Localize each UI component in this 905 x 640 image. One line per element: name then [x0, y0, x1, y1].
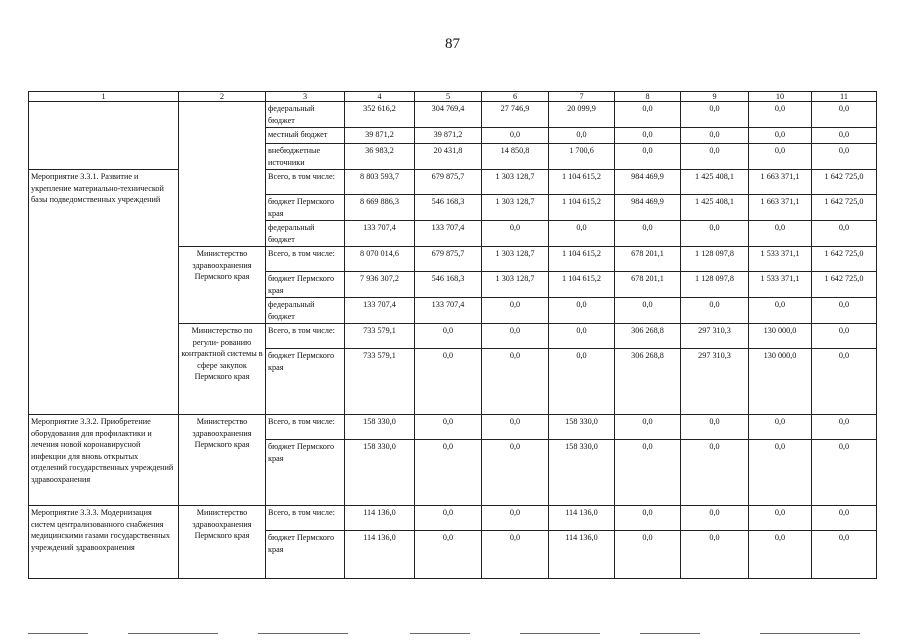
column-header: 7: [549, 92, 615, 102]
value-cell: 8 070 014,6: [345, 247, 415, 272]
executor-cell: Министерство здравоохранения Пермского края: [179, 506, 266, 579]
value-cell: 1 533 371,1: [749, 272, 812, 298]
value-cell: 0,0: [415, 531, 482, 579]
value-cell: 158 330,0: [549, 415, 615, 440]
value-cell: 0,0: [482, 506, 549, 531]
value-cell: 14 850,8: [482, 144, 549, 170]
value-cell: 7 936 307,2: [345, 272, 415, 298]
column-header: 6: [482, 92, 549, 102]
funding-source-cell: бюджет Пермского края: [266, 349, 345, 415]
executor-cell: Министерство по регули- рованию контрактной системы в сфере закупок Пермского края: [179, 324, 266, 415]
value-cell: 0,0: [749, 440, 812, 506]
value-cell: 0,0: [812, 102, 877, 128]
funding-source-cell: федеральный бюджет: [266, 102, 345, 128]
value-cell: 0,0: [749, 531, 812, 579]
value-cell: 1 663 371,1: [749, 170, 812, 195]
value-cell: 352 616,2: [345, 102, 415, 128]
value-cell: 679 875,7: [415, 247, 482, 272]
column-header: 3: [266, 92, 345, 102]
value-cell: 1 303 128,7: [482, 247, 549, 272]
value-cell: 1 104 615,2: [549, 170, 615, 195]
funding-source-cell: Всего, в том числе:: [266, 506, 345, 531]
table-row: [29, 170, 877, 195]
value-cell: 984 469,9: [615, 170, 681, 195]
value-cell: 0,0: [482, 531, 549, 579]
value-cell: 0,0: [681, 298, 749, 324]
value-cell: 130 000,0: [749, 324, 812, 349]
table-body: [29, 92, 877, 579]
value-cell: 0,0: [812, 298, 877, 324]
value-cell: 133 707,4: [345, 298, 415, 324]
value-cell: 0,0: [812, 531, 877, 579]
value-cell: 1 642 725,0: [812, 170, 877, 195]
value-cell: 1 642 725,0: [812, 247, 877, 272]
value-cell: 114 136,0: [549, 531, 615, 579]
column-header: 10: [749, 92, 812, 102]
column-header: 1: [29, 92, 179, 102]
value-cell: 679 875,7: [415, 170, 482, 195]
value-cell: 1 642 725,0: [812, 195, 877, 221]
value-cell: 158 330,0: [345, 440, 415, 506]
value-cell: 0,0: [615, 531, 681, 579]
value-cell: 1 533 371,1: [749, 247, 812, 272]
value-cell: 39 871,2: [345, 128, 415, 144]
budget-table: [28, 91, 877, 579]
value-cell: 36 983,2: [345, 144, 415, 170]
footer-rule: [28, 633, 88, 634]
value-cell: 1 663 371,1: [749, 195, 812, 221]
value-cell: 0,0: [749, 221, 812, 247]
value-cell: 0,0: [681, 221, 749, 247]
value-cell: 546 168,3: [415, 272, 482, 298]
footer-rule: [128, 633, 218, 634]
value-cell: 0,0: [549, 221, 615, 247]
value-cell: 0,0: [615, 415, 681, 440]
value-cell: 0,0: [482, 415, 549, 440]
value-cell: 158 330,0: [549, 440, 615, 506]
value-cell: 0,0: [615, 102, 681, 128]
value-cell: 0,0: [482, 324, 549, 349]
value-cell: 678 201,1: [615, 272, 681, 298]
executor-cell: Министерство здравоохранения Пермского края: [179, 247, 266, 324]
value-cell: 8 803 593,7: [345, 170, 415, 195]
value-cell: 1 128 097,8: [681, 247, 749, 272]
measure-name-cell: Мероприятие 3.3.3. Модернизация систем централизованного снабжения медицинскими газами государственных учреждений здравоохранения: [29, 506, 179, 579]
value-cell: 0,0: [615, 144, 681, 170]
value-cell: 0,0: [549, 349, 615, 415]
footer-rule: [520, 633, 600, 634]
funding-source-cell: Всего, в том числе:: [266, 170, 345, 195]
value-cell: 114 136,0: [549, 506, 615, 531]
value-cell: 0,0: [812, 440, 877, 506]
value-cell: 27 746,9: [482, 102, 549, 128]
value-cell: 678 201,1: [615, 247, 681, 272]
executor-cell: Министерство здравоохранения Пермского края: [179, 415, 266, 506]
column-header: 4: [345, 92, 415, 102]
column-header: 8: [615, 92, 681, 102]
value-cell: 0,0: [681, 415, 749, 440]
value-cell: 0,0: [681, 102, 749, 128]
value-cell: 984 469,9: [615, 195, 681, 221]
header-row: [29, 92, 877, 102]
value-cell: 0,0: [681, 506, 749, 531]
value-cell: 0,0: [415, 506, 482, 531]
value-cell: 0,0: [482, 298, 549, 324]
funding-source-cell: бюджет Пермского края: [266, 440, 345, 506]
value-cell: 0,0: [681, 440, 749, 506]
value-cell: 0,0: [415, 349, 482, 415]
table-cell: [179, 102, 266, 247]
value-cell: 0,0: [749, 102, 812, 128]
value-cell: 0,0: [549, 324, 615, 349]
value-cell: 733 579,1: [345, 349, 415, 415]
value-cell: 0,0: [681, 144, 749, 170]
value-cell: 306 268,8: [615, 324, 681, 349]
table-row: [29, 415, 877, 440]
footer-rule: [258, 633, 348, 634]
value-cell: 20 431,8: [415, 144, 482, 170]
value-cell: 306 268,8: [615, 349, 681, 415]
value-cell: 0,0: [749, 506, 812, 531]
value-cell: 0,0: [415, 440, 482, 506]
value-cell: 546 168,3: [415, 195, 482, 221]
value-cell: 0,0: [812, 415, 877, 440]
value-cell: 1 425 408,1: [681, 195, 749, 221]
value-cell: 0,0: [749, 128, 812, 144]
value-cell: 0,0: [812, 506, 877, 531]
value-cell: 0,0: [749, 298, 812, 324]
funding-source-cell: Всего, в том числе:: [266, 324, 345, 349]
column-header: 5: [415, 92, 482, 102]
value-cell: 158 330,0: [345, 415, 415, 440]
value-cell: 20 099,9: [549, 102, 615, 128]
value-cell: 0,0: [415, 324, 482, 349]
funding-source-cell: бюджет Пермского края: [266, 195, 345, 221]
value-cell: 297 310,3: [681, 324, 749, 349]
value-cell: 0,0: [749, 144, 812, 170]
value-cell: 133 707,4: [345, 221, 415, 247]
page-number: 87: [445, 36, 460, 52]
footer-rule: [760, 633, 860, 634]
value-cell: 8 669 886,3: [345, 195, 415, 221]
funding-source-cell: Всего, в том числе:: [266, 415, 345, 440]
value-cell: 1 104 615,2: [549, 272, 615, 298]
value-cell: 0,0: [615, 298, 681, 324]
value-cell: 133 707,4: [415, 298, 482, 324]
footer-rule: [410, 633, 470, 634]
measure-name-cell: Мероприятие 3.3.2. Приобретение оборудования для профилактики и лечения новой коронавирусной инфекции для вновь открытых отделений государственных учреждений здравоохранения: [29, 415, 179, 506]
column-header: 11: [812, 92, 877, 102]
funding-source-cell: местный бюджет: [266, 128, 345, 144]
value-cell: 0,0: [812, 221, 877, 247]
value-cell: 0,0: [615, 221, 681, 247]
value-cell: 1 104 615,2: [549, 247, 615, 272]
value-cell: 733 579,1: [345, 324, 415, 349]
funding-source-cell: федеральный бюджет: [266, 221, 345, 247]
value-cell: 0,0: [812, 324, 877, 349]
value-cell: 0,0: [812, 128, 877, 144]
value-cell: 0,0: [415, 415, 482, 440]
table-cell: [29, 102, 179, 170]
value-cell: 133 707,4: [415, 221, 482, 247]
value-cell: 1 700,6: [549, 144, 615, 170]
value-cell: 0,0: [482, 221, 549, 247]
value-cell: 0,0: [812, 144, 877, 170]
value-cell: 0,0: [681, 128, 749, 144]
value-cell: 1 104 615,2: [549, 195, 615, 221]
funding-source-cell: Всего, в том числе:: [266, 247, 345, 272]
table-row: [29, 506, 877, 531]
value-cell: 39 871,2: [415, 128, 482, 144]
value-cell: 0,0: [482, 349, 549, 415]
table-row: [29, 102, 877, 128]
value-cell: 0,0: [549, 298, 615, 324]
value-cell: 0,0: [549, 128, 615, 144]
funding-source-cell: бюджет Пермского края: [266, 531, 345, 579]
value-cell: 0,0: [615, 440, 681, 506]
value-cell: 0,0: [615, 128, 681, 144]
funding-source-cell: федеральный бюджет: [266, 298, 345, 324]
value-cell: 1 303 128,7: [482, 170, 549, 195]
value-cell: 0,0: [812, 349, 877, 415]
column-header: 2: [179, 92, 266, 102]
value-cell: 1 303 128,7: [482, 272, 549, 298]
value-cell: 0,0: [681, 531, 749, 579]
value-cell: 1 642 725,0: [812, 272, 877, 298]
value-cell: 297 310,3: [681, 349, 749, 415]
value-cell: 304 769,4: [415, 102, 482, 128]
value-cell: 114 136,0: [345, 531, 415, 579]
value-cell: 130 000,0: [749, 349, 812, 415]
value-cell: 1 425 408,1: [681, 170, 749, 195]
value-cell: 0,0: [482, 440, 549, 506]
measure-name-cell: Мероприятие 3.3.1. Развитие и укрепление материально-технической базы подведомственных учреждений: [29, 170, 179, 415]
value-cell: 0,0: [749, 415, 812, 440]
footer-rule: [640, 633, 700, 634]
value-cell: 1 303 128,7: [482, 195, 549, 221]
value-cell: 0,0: [615, 506, 681, 531]
funding-source-cell: бюджет Пермского края: [266, 272, 345, 298]
funding-source-cell: внебюджетные источники: [266, 144, 345, 170]
value-cell: 114 136,0: [345, 506, 415, 531]
value-cell: 1 128 097,8: [681, 272, 749, 298]
column-header: 9: [681, 92, 749, 102]
value-cell: 0,0: [482, 128, 549, 144]
